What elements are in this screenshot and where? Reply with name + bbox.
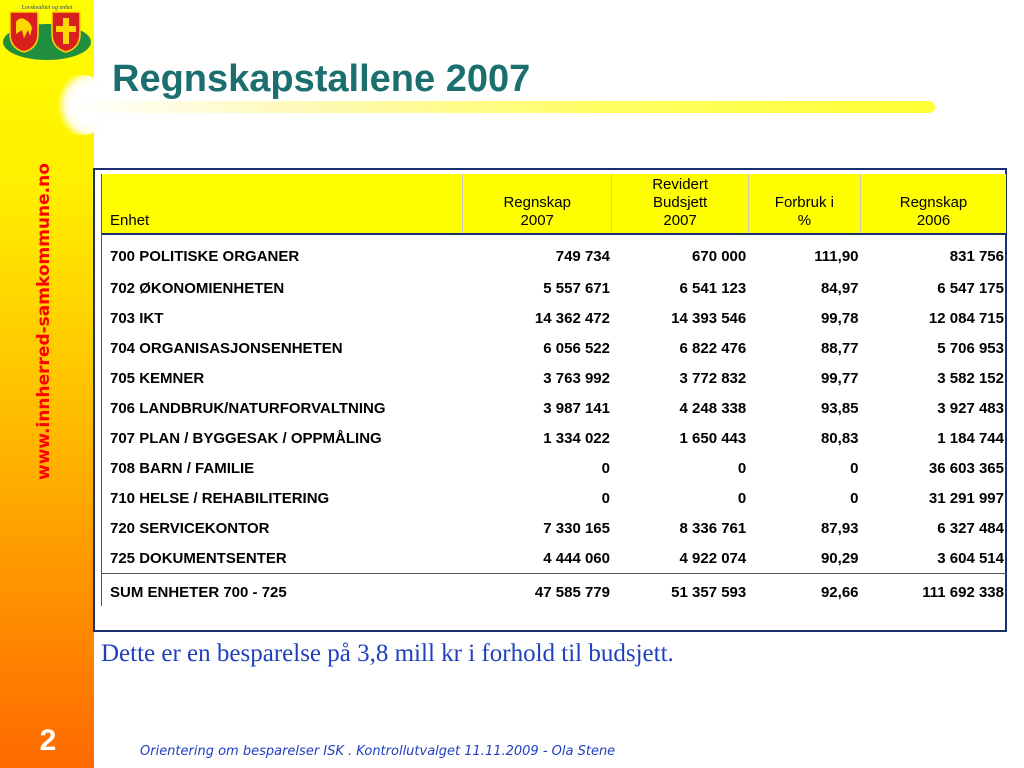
row-regnskap-2007: 5 557 671 [543,279,610,297]
sum-enhet: SUM ENHETER 700 - 725 [102,574,462,611]
row-enhet: 720 SERVICEKONTOR [110,519,270,537]
table-row [102,363,1006,393]
page-title: Regnskapstallene 2007 [112,58,531,100]
row-enhet: 700 POLITISKE ORGANER [110,247,300,265]
table-row [102,303,1006,333]
website-url[interactable]: www.innherred-samkommune.no [34,163,54,480]
header-regnskap-2006-line1: Regnskap [899,194,968,211]
table-row [102,453,1006,483]
savings-caption: Dette er en besparelse på 3,8 mill kr i forhold til budsjett. [101,640,674,667]
row-budsjett-2007: 1 650 443 [679,429,747,447]
row-budsjett-2007: 670 000 [692,247,747,265]
table-header-row [102,174,1006,234]
header-enhet: Enhet [102,174,462,234]
page-number: 2 [39,724,57,757]
row-regnskap-2006: 6 327 484 [937,519,1004,537]
header-revidert-budsjett-2007 [612,174,748,234]
header-regnskap-2007 [462,174,612,234]
row-budsjett-2007: 6 822 476 [679,339,747,357]
row-budsjett-2007: 8 336 761 [679,519,747,537]
row-regnskap-2007: 4 444 060 [543,549,610,567]
row-regnskap-2007: 6 056 522 [543,339,610,357]
header-regnskap-2006-line2: 2006 [916,212,951,229]
table-row [102,273,1006,303]
header-forbruk-line1: Forbruk i [774,194,834,211]
row-regnskap-2007: 3 987 141 [543,399,610,417]
row-regnskap-2007: 749 734 [555,247,610,265]
header-forbruk [748,174,860,234]
row-regnskap-2007: 3 763 992 [543,369,610,387]
sum-regnskap-2006: 111 692 338 [861,574,1006,611]
row-forbruk: 99,77 [820,369,859,387]
table-row [102,423,1006,453]
row-regnskap-2006: 36 603 365 [928,459,1004,477]
sum-regnskap-2007: 47 585 779 [462,574,612,611]
row-enhet: 725 DOKUMENTSENTER [110,549,287,567]
row-forbruk: 93,85 [820,399,859,417]
header-regnskap-2007-line2: 2007 [520,212,554,229]
table-row [102,393,1006,423]
row-budsjett-2007: 14 393 546 [671,309,747,327]
title-underline [70,101,935,113]
table-row [102,543,1006,574]
row-forbruk: 87,93 [820,519,859,537]
row-enhet: 707 PLAN / BYGGESAK / OPPMÅLING [110,429,382,447]
row-regnskap-2006: 3 582 152 [937,369,1004,387]
header-budsjett-line2: 2007 [663,212,697,229]
row-regnskap-2007: 0 [601,459,610,477]
row-regnskap-2006: 831 756 [949,247,1004,265]
accounts-table-container [102,174,1006,610]
header-budsjett-line1: Budsjett [653,194,708,211]
table-row [102,234,1006,273]
row-enhet: 708 BARN / FAMILIE [110,459,255,477]
row-regnskap-2006: 31 291 997 [928,489,1004,507]
row-enhet: 710 HELSE / REHABILITERING [110,489,330,507]
row-regnskap-2006: 3 927 483 [937,399,1004,417]
row-budsjett-2007: 0 [737,459,747,477]
sum-budsjett-2007: 51 357 593 [612,574,748,611]
row-regnskap-2006: 5 706 953 [937,339,1004,357]
row-enhet: 706 LANDBRUK/NATURFORVALTNING [110,399,386,417]
row-regnskap-2006: 1 184 744 [937,429,1004,447]
logo-motto: Lovskvalitet og enhet [21,5,73,11]
row-enhet: 702 ØKONOMIENHETEN [110,279,285,297]
row-forbruk: 80,83 [820,429,859,447]
row-regnskap-2006: 6 547 175 [937,279,1004,297]
row-forbruk: 88,77 [820,339,859,357]
row-forbruk: 0 [850,459,859,477]
row-regnskap-2007: 7 330 165 [543,519,610,537]
header-budsjett-line0: Revidert [652,176,709,193]
row-regnskap-2007: 14 362 472 [534,309,610,327]
row-budsjett-2007: 4 248 338 [679,399,747,417]
row-budsjett-2007: 0 [737,489,747,507]
row-regnskap-2006: 3 604 514 [937,549,1004,567]
header-regnskap-2007-line1: Regnskap [503,194,571,211]
table-row [102,333,1006,363]
header-forbruk-line2: % [797,212,812,229]
sum-forbruk: 92,66 [748,574,860,611]
row-budsjett-2007: 4 922 074 [679,549,747,567]
row-regnskap-2007: 1 334 022 [543,429,610,447]
row-enhet: 704 ORGANISASJONSENHETEN [110,339,343,357]
footer-text: Orientering om besparelser ISK . Kontrollutvalget 11.11.2009 - Ola Stene [140,744,616,759]
row-enhet: 705 KEMNER [110,369,205,387]
table-sum-row [102,574,1006,611]
row-regnskap-2006: 12 084 715 [928,309,1004,327]
row-forbruk: 0 [850,489,859,507]
accounts-table [102,174,1006,610]
table-row [102,483,1006,513]
row-enhet: 703 IKT [110,309,164,327]
row-budsjett-2007: 6 541 123 [679,279,747,297]
row-forbruk: 84,97 [820,279,859,297]
row-regnskap-2007: 0 [601,489,610,507]
municipality-logo [2,2,92,62]
table-row [102,513,1006,543]
row-forbruk: 99,78 [820,309,859,327]
row-budsjett-2007: 3 772 832 [679,369,747,387]
row-forbruk: 111,90 [814,247,859,265]
header-regnskap-2006 [861,174,1006,234]
row-forbruk: 90,29 [820,549,859,567]
